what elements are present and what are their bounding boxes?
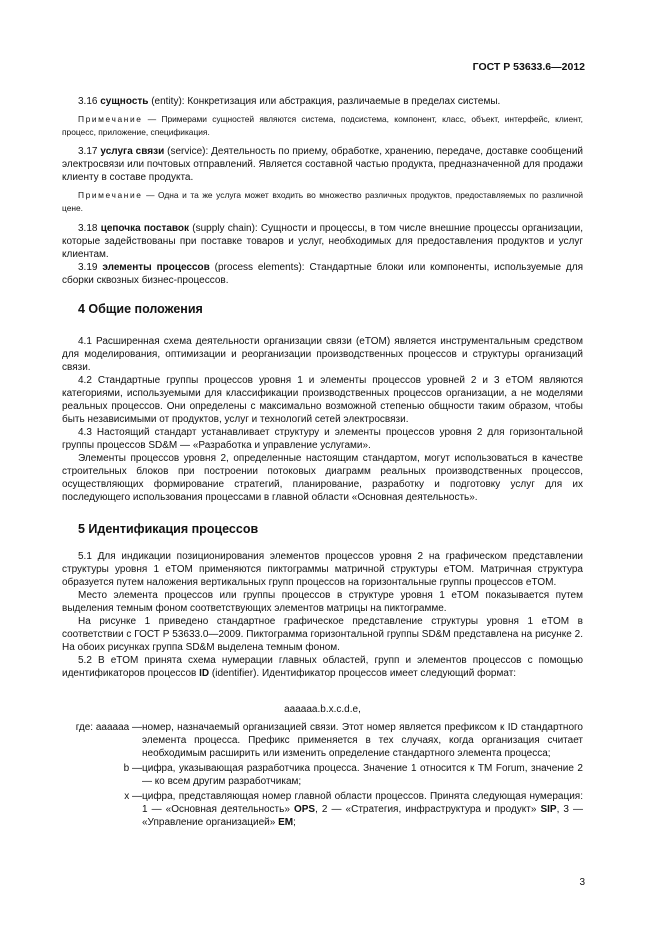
note-3-16: Примечание — Примерами сущностей являются система, подсистема, компонент, класс, объект, интерфейс, клиент, процесс, приложение, спецификация. (62, 114, 583, 137)
paragraph: 4.1 Расширенная схема деятельности организации связи (eTOM) является инструментальным средством для моделирования, оптимизации и реорганизации производственных процессов и структуры организаций связи. (62, 336, 583, 373)
page-number: 3 (579, 877, 585, 888)
section-4-body (62, 335, 583, 504)
term-3-17: 3.17 услуга связи (service): Деятельность по приему, обработке, хранению, передаче, доставке сообщений электросвязи или почтовых отправлений. Является составной частью продукта, предназначенной для продажи клиенту в составе продукта. (62, 146, 583, 183)
definition-text: номер, назначаемый организацией связи. Этот номер является префиксом к ID стандартного элемента процесса. Префикс применяется в тех случаях, когда организация считает необходимым расширить или изменить определение стандартного элемента процесса; (142, 722, 583, 759)
definition-key: b — (123, 763, 142, 774)
definition-row (62, 790, 583, 829)
section-4-title: 4 Общие положения (78, 302, 203, 316)
paragraph: 4.3 Настоящий стандарт устанавливает структуру и элементы процессов уровня 2 для горизонтальной группы процессов SD&M — «Разработка и управление услугами». (62, 427, 583, 451)
section-5-body (62, 550, 583, 680)
definition-key: x — (124, 791, 142, 802)
term-name: сущность (100, 96, 149, 107)
definition-row (62, 721, 583, 760)
term-name: элементы процессов (102, 262, 210, 273)
term-3-16: 3.16 сущность (entity): Конкретизация или абстракция, различаемые в пределах системы. (78, 96, 501, 107)
id-format: aaaaaa.b.x.c.d.e, (284, 704, 361, 715)
definition-row (62, 762, 583, 788)
note-3-17: Примечание — Одна и та же услуга может входить во множество различных продуктов, предоставляемых по различной цене. (62, 190, 583, 213)
note-label: Примечание (78, 190, 143, 200)
definition-text: цифра, указывающая разработчика процесса. Значение 1 относится к TM Forum, значение 2 — ко всем другим разработчикам; (142, 763, 583, 787)
id-term: ID (199, 668, 210, 679)
term-3-18: 3.18 цепочка поставок (supply chain): Сущности и процессы, в том числе внешние процессы организации, которые задействованы при поставке товаров и услуг, необходимых для предоставления продуктов и услуг клиентам. 3.19 элементы процессов (process elements): Стандартные блоки или компоненты, используемые для сборки сквозных бизнес-процессов. (62, 223, 583, 286)
term-name: цепочка поставок (100, 223, 190, 234)
standard-header: ГОСТ Р 53633.6—2012 (472, 61, 585, 73)
section-5-title: 5 Идентификация процессов (78, 522, 259, 536)
paragraph: Элементы процессов уровня 2, определенные настоящим стандартом, могут использоваться в качестве строительных блоков при построении потоковых диаграмм реальных производственных процессов, осуществляющих формирование стратегий, планирование, разработку и подготовку услуг для их последующего использования процессами в главной области «Основная деятельность». (62, 453, 583, 503)
definition-text: цифра, представляющая номер главной области процессов. Принята следующая нумерация: 1 — «Основная деятельность» OPS, 2 — «Стратегия, инфраструктура и продукт» SIP, 3 — «Управление организацией» EM; (142, 791, 583, 828)
note-label: Примечание (78, 114, 143, 124)
paragraph: 5.2 В eTOM принята схема нумерации главных областей, групп и элементов процессов с помощью идентификаторов процессов ID (identifier). Идентификатор процессов имеет следующий формат: (62, 655, 583, 679)
term-name: услуга связи (100, 146, 165, 157)
paragraph: 5.1 Для индикации позиционирования элементов процессов уровня 2 на графическом представлении структуры уровня 1 eTOM применяются пиктограммы матричной структуры eTOM. Матричная структура образуется путем наложения вертикальных групп процессов на горизонтальные группы процессов eTOM. (62, 551, 583, 588)
definition-list (62, 721, 583, 831)
paragraph: 4.2 Стандартные группы процессов уровня 1 и элементы процессов уровней 2 и 3 eTOM являются категориями, используемыми для классификации производственных процессов организации, а не моделями реальных процессов. Они определены с максимально возможной степенью общности таким образом, чтобы быть независимыми от продуктов, услуг и технологий сетей электросвязи. (62, 375, 583, 425)
paragraph: На рисунке 1 приведено стандартное графическое представление структуры уровня 1 eTOM в соответствии с ГОСТ Р 53633.0—2009. Пиктограмма горизонтальной группы SD&M представлена на рисунке 2. На обоих рисунках группа SD&M выделена темным фоном. (62, 616, 583, 653)
paragraph: Место элемента процессов или группы процессов в структуре уровня 1 eTOM показывается путем выделения темным фоном соответствующих элементов матрицы на пиктограмме. (62, 590, 583, 614)
definition-key: где: aaaaaa — (75, 722, 142, 733)
